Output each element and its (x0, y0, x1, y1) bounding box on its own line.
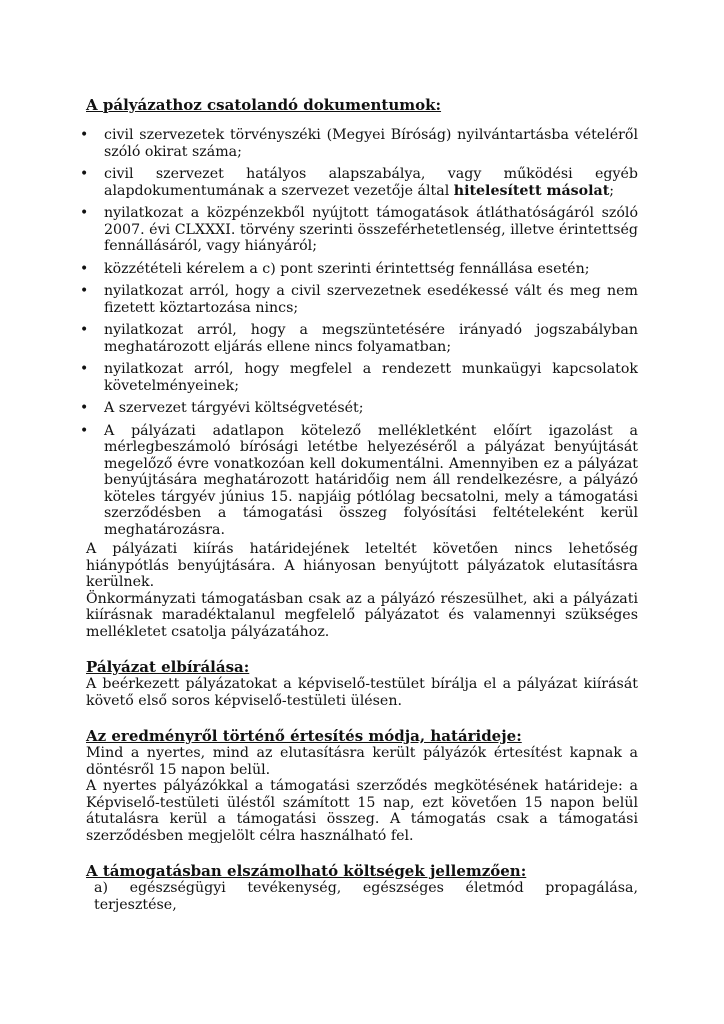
list-item: • nyilatkozat arról, hogy a civil szervezetnek esedékessé vált és meg nem fizetett köztartozása nincs; (80, 283, 638, 316)
notification-text-1: Mind a nyertes, mind az elutasításra került pályázók értesítést kapnak a döntésről 15 napon belül. (86, 745, 638, 778)
costs-item-a: a) egészségügyi tevékenység, egészséges életmód propagálása, terjesztése, (94, 880, 638, 913)
notification-heading: Az eredményről történő értesítés módja, határideje: (86, 727, 522, 745)
list-item: • civil szervezet hatályos alapszabálya, vagy működési egyéb alapdokumentumának a szervezet vezetője által hitelesített másolat; (80, 166, 638, 199)
list-item: • nyilatkozat arról, hogy a megszüntetésére irányadó jogszabályban meghatározott eljárás ellene nincs folyamatban; (80, 322, 638, 355)
documents-list (80, 127, 638, 538)
bullet-icon: • (80, 166, 89, 182)
list-item: • nyilatkozat a közpénzekből nyújtott támogatások átláthatóságáról szóló 2007. évi CLXXXI. törvény szerinti összeférhetetlenség, illetve érintettség fennállásáról, vagy hiányáról; (80, 205, 638, 254)
evaluation-heading: Pályázat elbírálása: (86, 658, 250, 676)
bullet-icon: • (80, 361, 89, 377)
bullet-icon: • (80, 260, 89, 277)
list-item: • közzétételi kérelem a c) pont szerinti érintettség fennállása esetén; (80, 260, 590, 277)
documents-heading: A pályázathoz csatolandó dokumentumok: (86, 96, 442, 114)
list-item: • A pályázati adatlapon kötelező mellékletként előírt igazolást a mérlegbeszámoló bírósági letétbe helyezéséről a pályázat benyújtását megelőző évre vonatkozóan kell dokumentálni. Amennyiben ez a pályázat benyújtására meghatározott határidőig nem áll rendelkezésre, a pályázó köteles tárgyév június 15. napjáig pótlólag becsatolni, mely a támogatási szerződésben a támogatási összeg folyósítási feltételeként kerül meghatározásra. (80, 422, 638, 538)
eligibility-paragraph: Önkormányzati támogatásban csak az a pályázó részesülhet, aki a pályázati kiírásnak maradéktalanul megfelelő pályázatot és valamennyi szükséges mellékletet csatolja pályázatához. (86, 590, 638, 640)
list-item: • civil szervezetek törvényszéki (Megyei Bíróság) nyilvántartásba vételéről szóló okirat száma; (80, 127, 638, 160)
bullet-icon: • (80, 283, 89, 299)
evaluation-section (86, 658, 638, 709)
list-item: • nyilatkozat arról, hogy megfelel a rendezett munkaügyi kapcsolatok követelményeinek; (80, 361, 638, 394)
list-item: • A szervezet tárgyévi költségvetését; (80, 400, 364, 416)
notification-section (86, 727, 638, 844)
costs-heading: A támogatásban elszámolható költségek jellemzően: (86, 862, 527, 880)
bullet-icon: • (80, 205, 89, 221)
evaluation-text: A beérkezett pályázatokat a képviselő-testület bírálja el a pályázat kiírását követő első soros képviselő-testületi ülésen. (86, 676, 638, 709)
deadline-paragraph: A pályázati kiírás határidejének leteltét követően nincs lehetőség hiánypótlás benyújtására. A hiányosan benyújtott pályázatok elutasításra kerülnek. (86, 541, 638, 590)
costs-section (86, 862, 638, 913)
bullet-icon: • (80, 127, 89, 143)
bullet-icon: • (80, 400, 89, 416)
document-page (80, 96, 638, 913)
bullet-icon: • (80, 322, 89, 338)
bold-emphasis: hitelesített másolat (453, 182, 610, 199)
notification-text-2: A nyertes pályázókkal a támogatási szerződés megkötésének határideje: a Képviselő-testületi üléstől számított 15 nap, ezt követően 15 napon belül átutalásra kerül a támogatási összeg. A támogatás csak a támogatási szerződésben megjelölt célra használható fel. (86, 778, 638, 844)
bullet-icon: • (80, 422, 89, 439)
